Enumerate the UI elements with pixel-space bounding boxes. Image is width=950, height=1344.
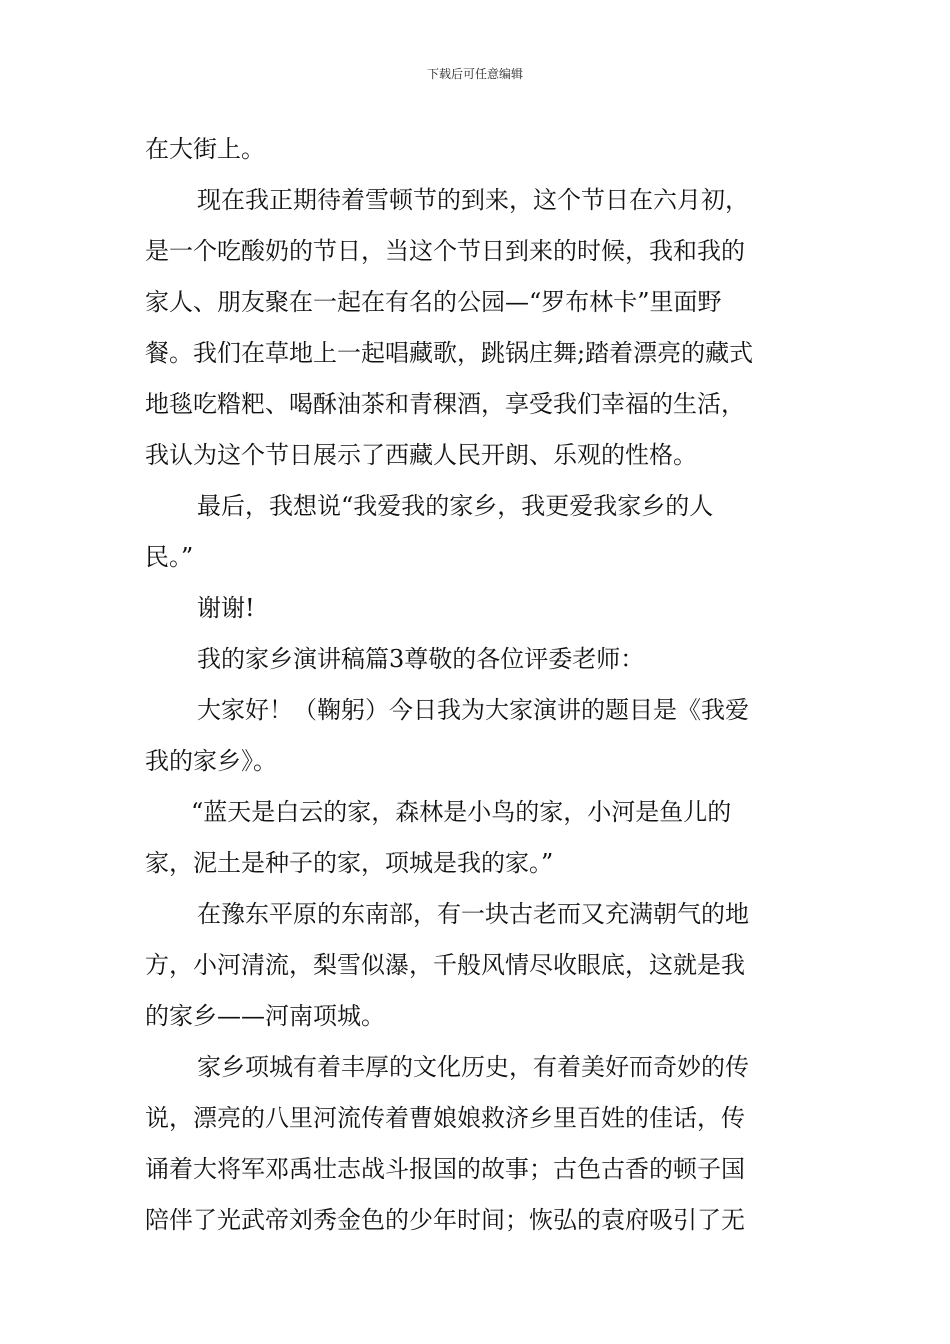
paragraph-start-line: 家乡项城有着丰厚的文化历史，有着美好而奇妙的传 — [197, 1053, 749, 1081]
paragraph-start-line: 现在我正期待着雪顿节的到来，这个节日在六月初， — [197, 186, 749, 214]
paragraph-start-line: 谢谢! — [197, 594, 255, 622]
text-line: 我认为这个节日展示了西藏人民开朗、乐观的性格。 — [145, 441, 697, 469]
text-line: 的家乡——河南项城。 — [145, 1002, 385, 1030]
paragraph-start-line: 大家好！（鞠躬）今日我为大家演讲的题目是《我爱 — [197, 696, 749, 724]
text-line: 诵着大将军邓禹壮志战斗报国的故事；古色古香的顿子国 — [145, 1155, 745, 1183]
text-line: 家，泥土是种子的家，项城是我的家。” — [145, 849, 554, 877]
paragraph-start-line: “蓝天是白云的家，森林是小鸟的家，小河是鱼儿的 — [191, 798, 732, 826]
text-line: 餐。我们在草地上一起唱藏歌，跳锅庄舞;踏着漂亮的藏式 — [145, 339, 754, 367]
text-line: 在大街上。 — [145, 135, 265, 163]
text-line: 地毯吃糌粑、喝酥油茶和青稞酒，享受我们幸福的生活， — [145, 390, 745, 418]
text-line: 是一个吃酸奶的节日，当这个节日到来的时候，我和我的 — [145, 237, 745, 265]
text-line: 民。” — [145, 543, 194, 571]
text-line: 说，漂亮的八里河流传着曹娘娘救济乡里百姓的佳话，传 — [145, 1104, 745, 1132]
text-line: 家人、朋友聚在一起在有名的公园—“罗布林卡”里面野 — [145, 288, 722, 316]
paragraph-start-line: 我的家乡演讲稿篇3尊敬的各位评委老师： — [197, 645, 645, 673]
paragraph-start-line: 在豫东平原的东南部，有一块古老而又充满朝气的地 — [197, 900, 749, 928]
text-line: 我的家乡》。 — [145, 747, 277, 775]
text-line: 方，小河清流，梨雪似瀑，千般风情尽收眼底，这就是我 — [145, 951, 745, 979]
text-line: 陪伴了光武帝刘秀金色的少年时间；恢弘的袁府吸引了无 — [145, 1206, 745, 1234]
paragraph-start-line: 最后，我想说“我爱我的家乡，我更爱我家乡的人 — [197, 492, 714, 520]
document-body — [145, 124, 807, 1246]
page-header: 下载后可任意编辑 — [426, 67, 523, 81]
